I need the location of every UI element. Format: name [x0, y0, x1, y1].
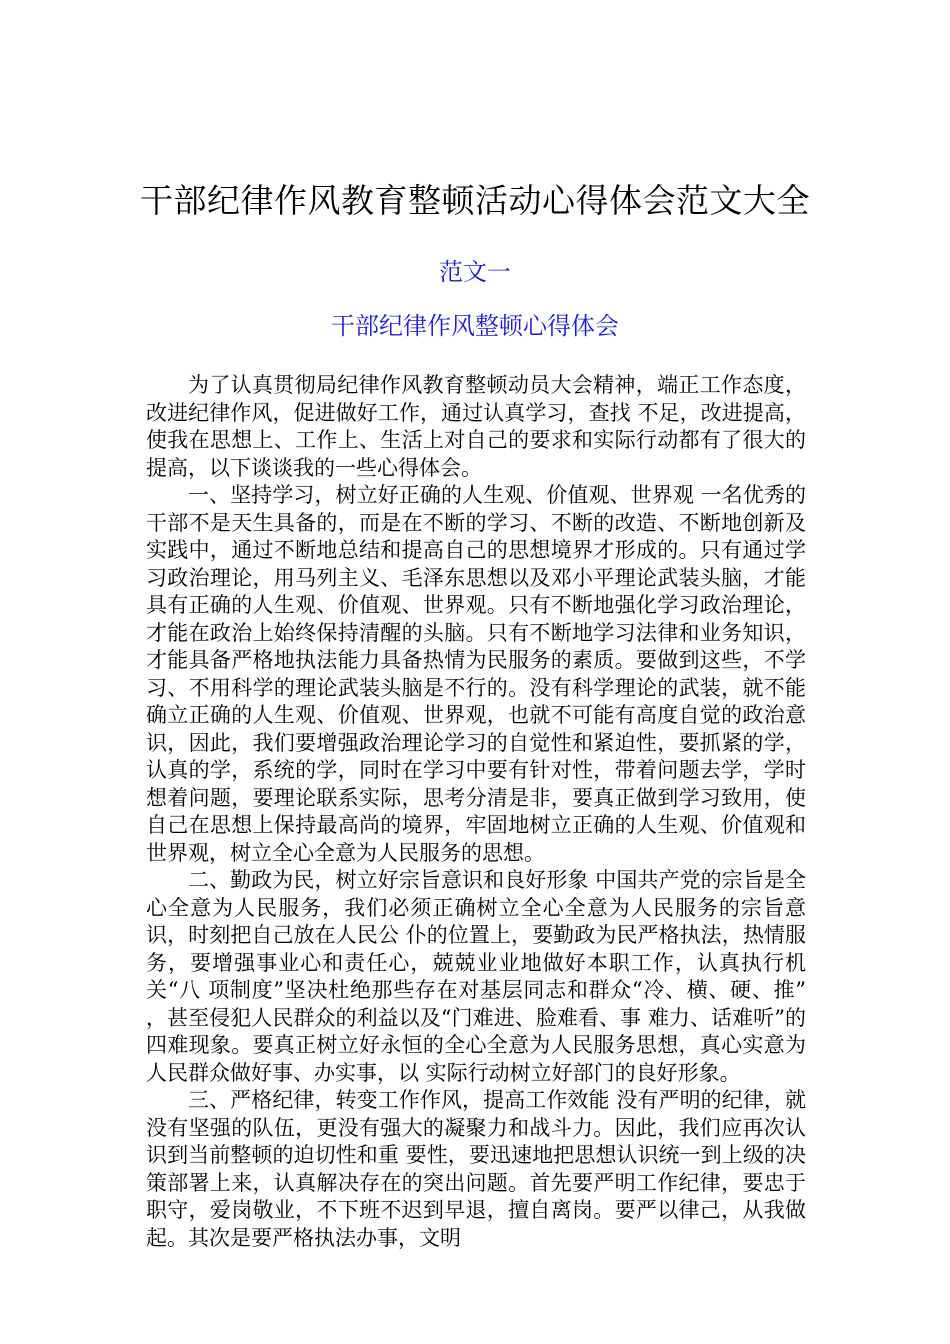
paragraph-section-2: 二、勤政为民，树立好宗旨意识和良好形象 中国共产党的宗旨是全心全意为人民服务，我们必须正确树立全心全意为人民服务的宗旨意识，时刻把自己放在人民公 仆的位置上，要勤政为民严格执法，热情服务，要增强事业心和责任心，兢兢业业地做好本职工作，认真执行机关“八 项制度”坚决杜绝那些存在对基层同志和群众“冷、横、硬、推” ，甚至侵犯人民群众的利益以及“门难进、脸难看、事 难力、话难听”的四难现象。要真正树立好永恒的全心全意为人民服务思想，真心实意为人民群众做好事、办实事，以 实际行动树立好部门的良好形象。 — [146, 868, 806, 1085]
document-body — [146, 372, 806, 1252]
paragraph-intro: 为了认真贯彻局纪律作风教育整顿动员大会精神，端正工作态度，改进纪律作风，促进做好工作，通过认真学习，查找 不足，改进提高，使我在思想上、工作上、生活上对自己的要求和实际行动都有了很大的提高，以下谈谈我的一些心得体会。 — [146, 373, 806, 480]
paragraph-section-1: 一、坚持学习，树立好正确的人生观、价值观、世界观 一名优秀的干部不是天生具备的，而是在不断的学习、不断的改造、不断地创新及实践中，通过不断地总结和提高自己的思想境界才形成的。只有通过学习政治理论，用马列主义、毛泽东思想以及邓小平理论武装头脑，才能具有正确的人生观、价值观、世界观。只有不断地强化学习政治理论，才能在政治上始终保持清醒的头脑。只有不断地学习法律和业务知识，才能具备严格地执法能力具备热情为民服务的素质。要做到这些，不学习、不用科学的理论武装头脑是不行的。没有科学理论的武装，就不能确立正确的人生观、价值观、世界观，也就不可能有高度自觉的政治意识，因此，我们要增强政治理论学习的自觉性和紧迫性，要抓紧的学，认真的学，系统的学，同时在学习中要有针对性，带着问题去学，学时想着问题，要理论联系实际，思考分清是非，要真正做到学习致用，使自己在思想上保持最高尚的境界，牢固地树立正确的人生观、价值观和世界观，树立全心全意为人民服务的思想。 — [146, 483, 806, 865]
document-title: 干部纪律作风教育整顿活动心得体会范文大全 — [140, 181, 810, 220]
section-label: 范文一 — [439, 258, 511, 286]
essay-title: 干部纪律作风整顿心得体会 — [331, 312, 619, 340]
paragraph-section-3: 三、严格纪律，转变工作作风，提高工作效能 没有严明的纪律，就没有坚强的队伍，更没有强大的凝聚力和战斗力。因此，我们应再次认识到当前整顿的迫切性和重 要性，要迅速地把思想认识统一到上级的决策部署上来，认真解决存在的突出问题。首先要严明工作纪律，要忠于职守，爱岗敬业，不下班不迟到早退，擅自离岗。要严以律己，从我做起。其次是要严格执法办事，文明 — [146, 1088, 806, 1250]
